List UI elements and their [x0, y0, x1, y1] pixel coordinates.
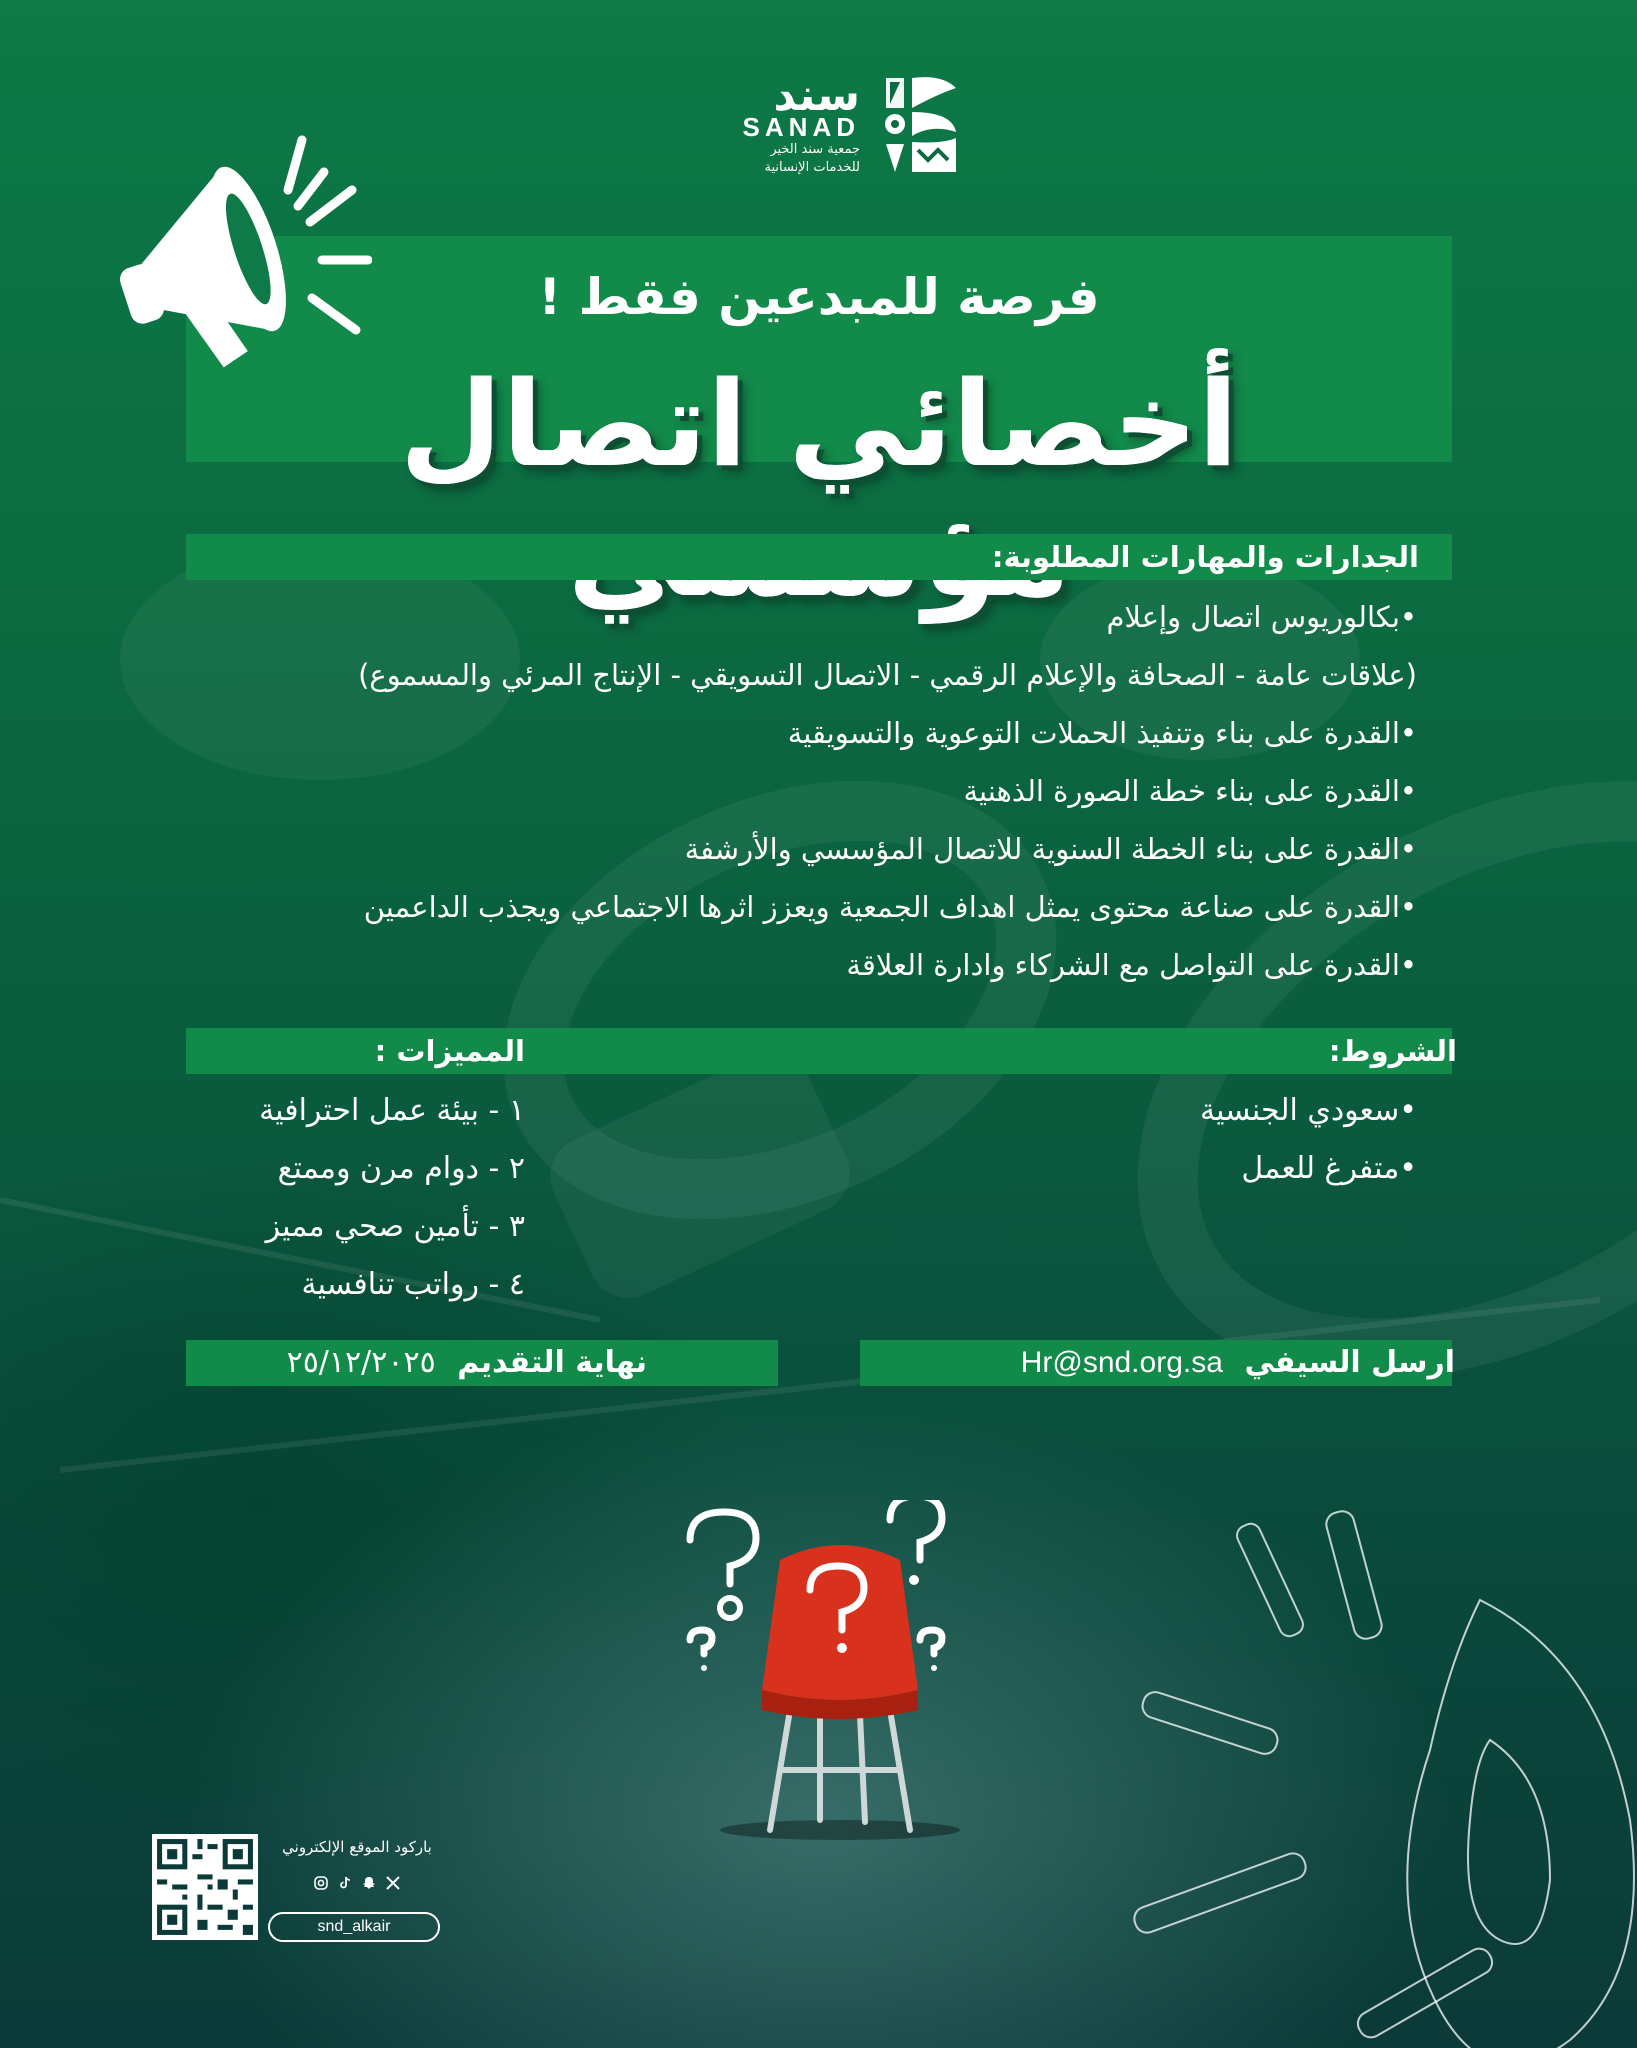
- list-item: •القدرة على صناعة محتوى يمثل اهداف الجمعية ويعزز اثرها الاجتماعي ويجذب الداعمين: [363, 890, 1417, 924]
- social-handle[interactable]: snd_alkair: [268, 1912, 440, 1942]
- skills-heading: الجدارات والمهارات المطلوبة:: [991, 540, 1419, 574]
- logo-name-ar: سند: [773, 70, 860, 121]
- conditions-heading: الشروط:: [1328, 1034, 1457, 1068]
- megaphone-icon: [112, 130, 372, 370]
- list-item: ٤ - رواتب تنافسية: [301, 1267, 525, 1302]
- deadline-date: ٢٥/١٢/٢٠٢٥: [286, 1345, 436, 1380]
- list-item: ٣ - تأمين صحي مميز: [265, 1209, 525, 1244]
- hero-subtitle: فرصة للمبدعين فقط !: [538, 268, 1100, 326]
- logo-subtitle-1: جمعية سند الخير: [770, 142, 860, 157]
- deadline-label: نهاية التقديم: [457, 1345, 647, 1380]
- qr-code-icon: [152, 1834, 258, 1940]
- logo-subtitle-2: للخدمات الإنسانية: [764, 160, 860, 175]
- tiktok-icon[interactable]: [338, 1876, 352, 1890]
- list-item: •القدرة على بناء وتنفيذ الحملات التوعوية والتسويقية: [787, 716, 1417, 750]
- x-icon[interactable]: [386, 1876, 400, 1890]
- social-icons: [272, 1876, 442, 1890]
- snapchat-icon[interactable]: [362, 1876, 376, 1890]
- job-title: أخصائي اتصال: [399, 355, 1239, 493]
- conditions-list: [1200, 1082, 1417, 1198]
- list-item: •القدرة على التواصل مع الشركاء وادارة العلاقة: [846, 948, 1417, 982]
- list-item: •القدرة على بناء خطة الصورة الذهنية: [963, 774, 1417, 808]
- benefits-heading: المميزات :: [374, 1034, 525, 1068]
- skills-list: [358, 588, 1417, 994]
- list-item: •سعودي الجنسية: [1200, 1093, 1417, 1128]
- apply-line: [1021, 1340, 1455, 1386]
- list-item: ١ - بيئة عمل احترافية: [259, 1093, 525, 1128]
- list-item: •بكالوريوس اتصال وإعلام: [1106, 600, 1417, 634]
- deadline-line: [287, 1340, 647, 1386]
- list-item: •القدرة على بناء الخطة السنوية للاتصال المؤسسي والأرشفة: [684, 832, 1417, 866]
- list-item: (علاقات عامة - الصحافة والإعلام الرقمي - الاتصال التسويقي - الإنتاج المرئي والمسموع): [358, 658, 1417, 692]
- decorative-outline-shapes: [1110, 1480, 1637, 2048]
- red-chair-illustration: [670, 1500, 990, 1840]
- apply-label: ارسل السيفي: [1244, 1345, 1455, 1380]
- list-item: ٢ - دوام مرن وممتع: [277, 1151, 525, 1186]
- sanad-logo: [700, 70, 960, 180]
- qr-caption: باركود الموقع الإلكتروني: [282, 1838, 432, 1856]
- list-item: •متفرغ للعمل: [1241, 1151, 1417, 1186]
- benefits-list: [259, 1082, 525, 1314]
- instagram-icon[interactable]: [314, 1876, 328, 1890]
- qr-code[interactable]: [152, 1834, 258, 1940]
- logo-mark-icon: [882, 72, 960, 176]
- logo-name-en: SANAD: [742, 112, 860, 142]
- apply-email[interactable]: Hr@snd.org.sa: [1020, 1346, 1223, 1379]
